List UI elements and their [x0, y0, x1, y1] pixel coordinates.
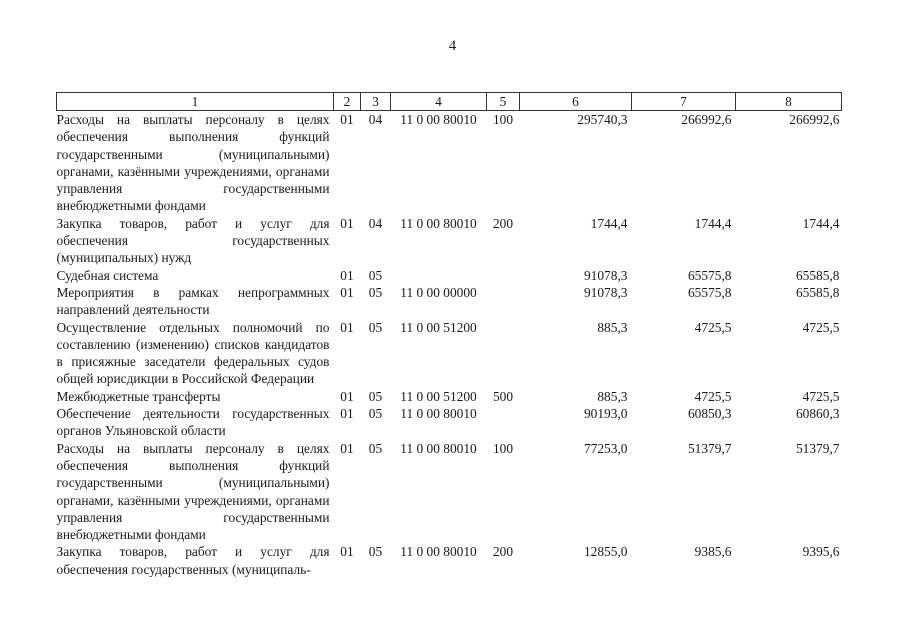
row-subsection-cell: 04 — [368, 112, 383, 127]
row-section-cell: 01 — [340, 440, 354, 456]
row-target-article-cell: 11 0 00 80010 — [400, 440, 477, 456]
row-target-article-cell: 11 0 00 00000 — [400, 284, 477, 300]
row-subsection-cell: 05 — [368, 544, 383, 560]
row-amount-cell: 91078,3 — [583, 284, 628, 300]
row-expense-type-cell — [487, 267, 520, 284]
row-amount-cell: 65575,8 — [687, 267, 732, 283]
row-amount-cell: 4725,5 — [802, 388, 840, 404]
table-body — [57, 111, 842, 579]
row-amount-cell: 1744,4 — [590, 215, 628, 231]
row-amount-cell: 885,3 — [597, 319, 628, 335]
row-section-cell: 01 — [340, 544, 354, 560]
row-target-article-cell — [391, 267, 487, 284]
row-target-article-cell: 11 0 00 51200 — [400, 388, 477, 404]
row-amount-cell: 90193,0 — [583, 406, 628, 422]
row-expense-type-cell: 100 — [492, 112, 514, 127]
column-header: 4 — [391, 93, 487, 111]
column-header: 6 — [520, 93, 632, 111]
table-row — [57, 215, 842, 267]
row-subsection-cell: 05 — [368, 267, 383, 283]
row-section-cell: 01 — [340, 112, 354, 127]
row-amount-cell: 60860,3 — [795, 406, 840, 422]
row-amount-cell: 65585,8 — [795, 284, 840, 300]
row-amount-cell: 65575,8 — [687, 284, 732, 300]
row-subsection-cell: 05 — [368, 388, 383, 404]
row-name-cell: Закупка товаров, работ и услуг для обеспечения государственных (муниципальных) нужд — [56, 215, 330, 266]
row-target-article-cell: 11 0 00 80010 — [400, 215, 477, 231]
row-expense-type-cell — [487, 319, 520, 388]
row-amount-cell: 77253,0 — [583, 440, 628, 456]
row-target-article-cell: 11 0 00 80010 — [400, 544, 477, 560]
table-row — [57, 440, 842, 544]
row-target-article-cell: 11 0 00 51200 — [400, 319, 477, 335]
row-amount-cell: 1744,4 — [802, 215, 840, 231]
column-header: 3 — [361, 93, 391, 111]
table-row — [57, 319, 842, 388]
row-amount-cell: 266992,6 — [789, 112, 840, 127]
row-expense-type-cell: 100 — [492, 440, 514, 456]
row-target-article-cell: 11 0 00 80010 — [400, 112, 477, 127]
row-section-cell: 01 — [340, 388, 354, 404]
row-expense-type-cell: 200 — [492, 544, 514, 560]
row-section-cell: 01 — [340, 406, 354, 422]
row-amount-cell: 65585,8 — [795, 267, 840, 283]
row-amount-cell: 51379,7 — [687, 440, 732, 456]
row-expense-type-cell — [487, 284, 520, 319]
column-header: 5 — [487, 93, 520, 111]
row-subsection-cell: 05 — [368, 319, 383, 335]
row-amount-cell: 1744,4 — [694, 215, 732, 231]
row-subsection-cell: 05 — [368, 284, 383, 300]
row-amount-cell: 9385,6 — [694, 544, 732, 560]
row-amount-cell: 885,3 — [597, 388, 628, 404]
row-amount-cell: 91078,3 — [583, 267, 628, 283]
row-amount-cell: 4725,5 — [694, 319, 732, 335]
column-header: 1 — [57, 93, 334, 111]
row-name-cell: Осуществление отдельных полномочий по составлению (изменению) списков кандидатов в присяжные заседатели федеральных судов общей юрисдикции в Российской Федерации — [56, 319, 330, 387]
row-expense-type-cell: 200 — [492, 215, 514, 231]
table-row — [57, 284, 842, 319]
page-number: 4 — [448, 38, 457, 54]
row-amount-cell: 266992,6 — [681, 112, 732, 127]
row-amount-cell: 60850,3 — [687, 406, 732, 422]
row-name-cell: Расходы на выплаты персоналу в целях обеспечения выполнения функций государственными (муниципальными) органами, казёнными учреждениями, органами управления государственными внебюджетными фондами — [56, 440, 330, 543]
row-name-cell: Закупка товаров, работ и услуг для обеспечения государственных (муниципаль- — [56, 544, 330, 577]
column-header: 2 — [334, 93, 361, 111]
table-row — [57, 543, 842, 578]
row-amount-cell: 4725,5 — [694, 388, 732, 404]
row-section-cell: 01 — [340, 267, 354, 283]
row-name-cell: Мероприятия в рамках непрограммных направлений деятельности — [56, 284, 330, 318]
row-expense-type-cell: 500 — [492, 388, 514, 404]
row-amount-cell: 9395,6 — [802, 544, 840, 560]
row-name-cell: Обеспечение деятельности государственных органов Ульяновской области — [56, 406, 330, 439]
row-amount-cell: 12855,0 — [583, 544, 628, 560]
column-header: 7 — [632, 93, 736, 111]
row-amount-cell: 51379,7 — [795, 440, 840, 456]
row-name-cell: Судебная система — [56, 267, 159, 283]
row-section-cell: 01 — [340, 215, 354, 231]
row-name-cell: Расходы на выплаты персоналу в целях обеспечения выполнения функций государственными (муниципальными) органами, казёнными учреждениями, органами управления государственными внебюджетными фондами — [56, 112, 330, 214]
row-subsection-cell: 04 — [368, 215, 383, 231]
row-subsection-cell: 05 — [368, 440, 383, 456]
table-row — [57, 111, 842, 215]
row-section-cell: 01 — [340, 319, 354, 335]
row-name-cell: Межбюджетные трансферты — [56, 388, 221, 404]
row-subsection-cell: 05 — [368, 406, 383, 422]
row-target-article-cell: 11 0 00 80010 — [400, 406, 477, 422]
column-header: 8 — [736, 93, 842, 111]
table-header-row — [57, 93, 842, 111]
row-amount-cell: 4725,5 — [802, 319, 840, 335]
table-row — [57, 388, 842, 405]
row-expense-type-cell — [487, 405, 520, 440]
row-section-cell: 01 — [340, 284, 354, 300]
table-row — [57, 405, 842, 440]
budget-table — [56, 92, 842, 578]
table-row — [57, 267, 842, 284]
row-amount-cell: 295740,3 — [577, 112, 628, 127]
